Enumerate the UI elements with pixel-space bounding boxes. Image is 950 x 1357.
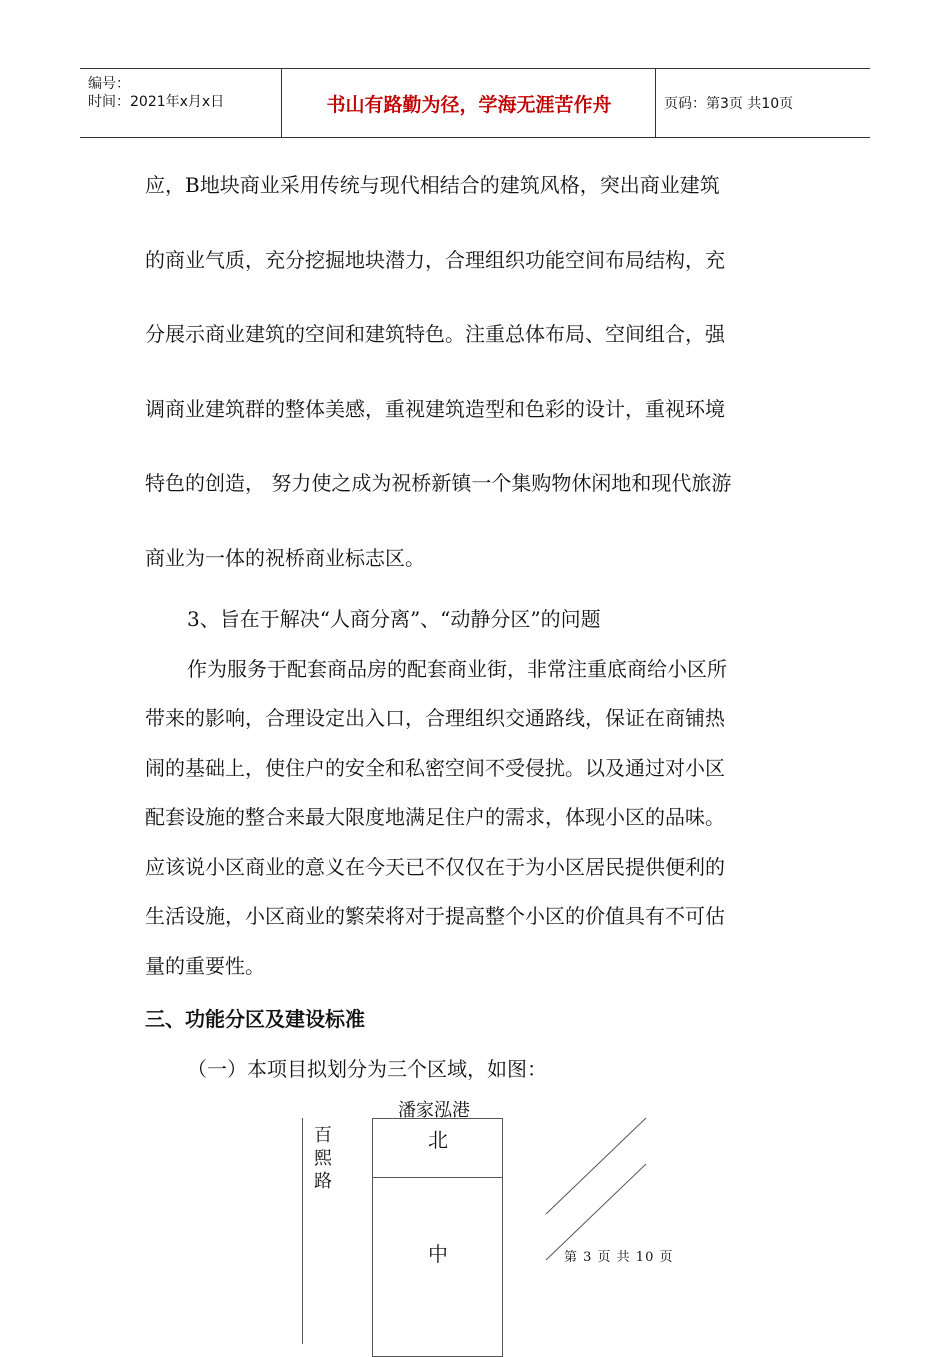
hatch-line [546,1118,646,1214]
text-line: 量的重要性。 [145,953,265,978]
text-line: 分展示商业建筑的空间和建筑特色。注重总体布局、空间组合，强 [145,322,725,346]
text-line: 特色的创造， 努力使之成为祝桥新镇一个集购物休闲地和现代旅游 [145,471,732,495]
paragraph-separation [145,595,807,991]
subsection-heading: （一）本项目拟划分为三个区域，如图： [187,1057,547,1081]
text-line: 应，B地块商业采用传统与现代相结合的建筑风格，突出商业建筑 [145,173,720,197]
text-line: 应该说小区商业的意义在今天已不仅仅在于为小区居民提供便利的 [145,854,725,879]
text-line: 调商业建筑群的整体美感，重视建筑造型和色彩的设计，重视环境 [145,396,725,421]
text-line: 带来的影响，合理设定出入口，合理组织交通路线，保证在商铺热 [145,706,725,730]
left-road-char: 路 [314,1171,332,1192]
top-road-label: 潘家泓港 [398,1100,470,1121]
section-heading: 三、功能分区及建设标准 [145,1007,365,1031]
header-meta [80,69,282,137]
document-time-label: 时间：2021年x月x日 [88,94,225,110]
zone-middle-label: 中 [428,1242,448,1266]
page-footer: 第 3 页 共 10 页 [564,1250,674,1265]
left-road-char: 熙 [314,1148,332,1169]
text-line: 商业为一体的祝桥商业标志区。 [145,545,425,570]
hatch-lines [540,1112,650,1262]
text-line: 作为服务于配套商品房的配套商业街，非常注重底商给小区所 [187,656,727,681]
text-line: 生活设施，小区商业的繁荣将对于提高整个小区的价值具有不可估 [145,904,725,928]
left-road-char: 百 [314,1125,332,1146]
paragraph-architecture-style [145,148,807,595]
zone-north-label: 北 [428,1128,448,1152]
text-line: 的商业气质，充分挖掘地块潜力，合理组织功能空间布局结构，充 [145,247,725,272]
text-line: 闹的基础上，使住户的安全和私密空间不受侵扰。以及通过对小区 [145,755,725,780]
left-road-line [302,1118,303,1344]
zone-middle-block [372,1177,503,1357]
page-header [80,68,870,138]
point-heading: 3、旨在于解决“人商分离”、“动静分区”的问题 [187,607,601,631]
document-number-label: 编号： [88,76,130,92]
text-line: 配套设施的整合来最大限度地满足住户的需求，体现小区的品味。 [145,805,725,829]
header-motto: 书山有路勤为径，学海无涯苦作舟 [283,69,656,137]
header-page-info: 页码：第3页 共10页 [664,96,794,112]
left-road-label [314,1124,334,1193]
